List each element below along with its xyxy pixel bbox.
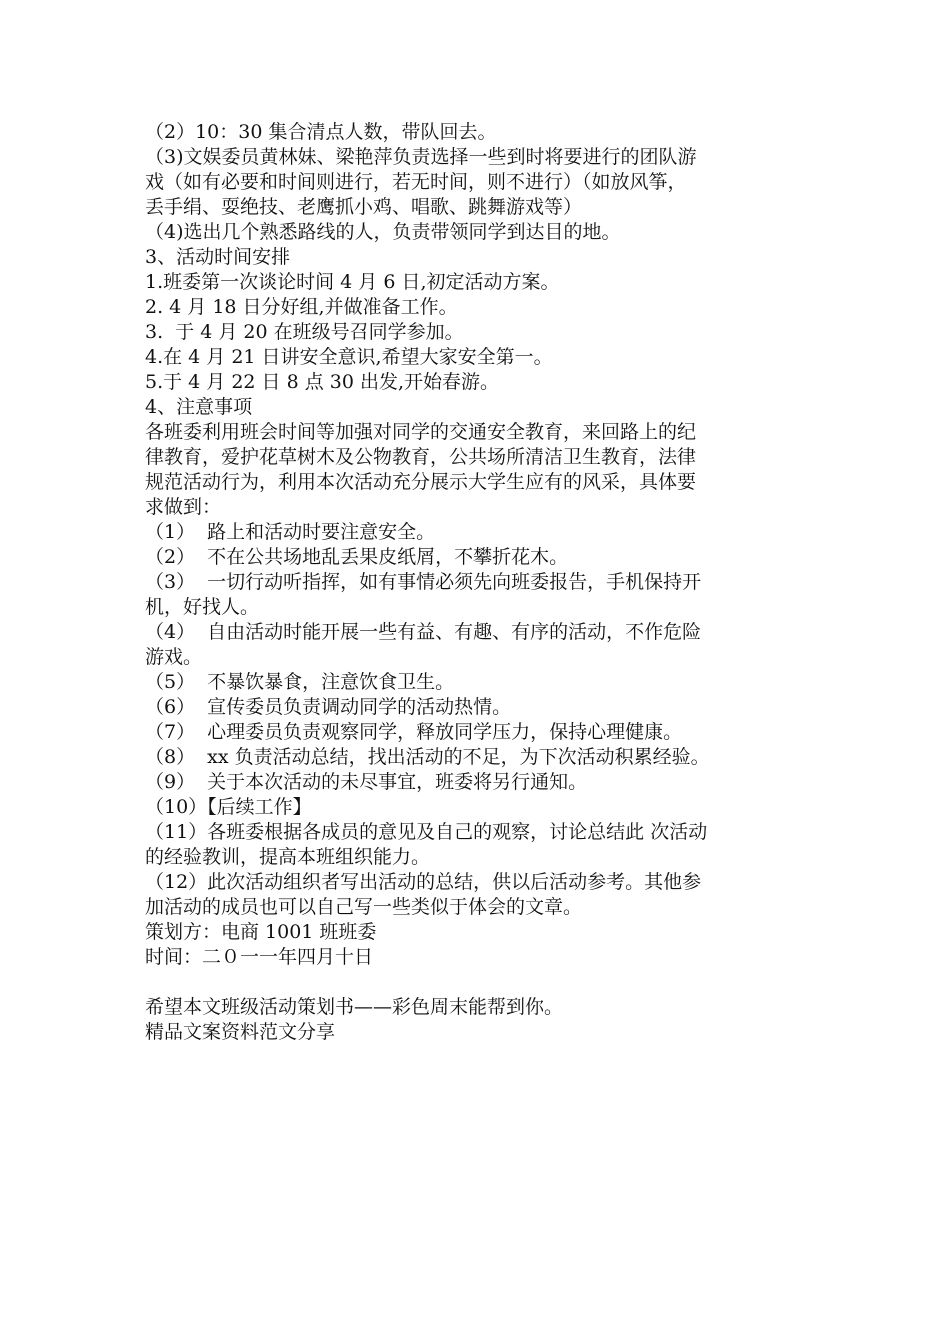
text-line: （12）此次活动组织者写出活动的总结，供以后活动参考。其他参: [145, 871, 702, 893]
text-line: （2）10：30 集合清点人数，带队回去。: [145, 121, 497, 143]
text-line: （3） 一切行动听指挥，如有事情必须先向班委报告，手机保持开: [145, 571, 702, 593]
footer-line: 希望本文班级活动策划书——彩色周末能帮到你。: [145, 996, 564, 1018]
text-line: 1.班委第一次谈论时间 4 月 6 日,初定活动方案。: [145, 271, 560, 293]
text-line: 4.在 4 月 21 日讲安全意识,希望大家安全第一。: [145, 346, 553, 368]
text-line: 律教育，爱护花草树木及公物教育，公共场所清洁卫生教育，法律: [145, 446, 697, 468]
text-line: （8） xx 负责活动总结，找出活动的不足，为下次活动积累经验。: [145, 746, 710, 768]
text-line: 2. 4 月 18 日分好组,并做准备工作。: [145, 296, 458, 318]
text-line: （4)选出几个熟悉路线的人，负责带领同学到达目的地。: [145, 221, 621, 243]
text-line: （9） 关于本次活动的未尽事宜，班委将另行通知。: [145, 771, 588, 793]
document-page: [145, 120, 815, 1045]
document-footer: [145, 995, 815, 1045]
text-line: 加活动的成员也可以自己写一些类似于体会的文章。: [145, 896, 583, 918]
text-line: （7） 心理委员负责观察同学，释放同学压力，保持心理健康。: [145, 721, 683, 743]
text-line: 5.于 4 月 22 日 8 点 30 出发,开始春游。: [145, 371, 500, 393]
blank-line: [145, 970, 815, 995]
section-heading: 4、注意事项: [145, 396, 253, 418]
text-line: 游戏。: [145, 646, 203, 668]
text-line: （11）各班委根据各成员的意见及自己的观察，讨论总结此 次活动: [145, 821, 708, 843]
text-line: （10）【后续工作】: [145, 796, 312, 818]
text-line: （6） 宣传委员负责调动同学的活动热情。: [145, 696, 512, 718]
text-line: 的经验教训，提高本班组织能力。: [145, 846, 431, 868]
planner-line: 策划方：电商 1001 班班委: [145, 921, 377, 943]
text-line: （3)文娱委员黄林妹、梁艳萍负责选择一些到时将要进行的团队游: [145, 146, 697, 168]
text-line: 各班委利用班会时间等加强对同学的交通安全教育，来回路上的纪: [145, 421, 697, 443]
text-line: 丢手绢、耍绝技、老鹰抓小鸡、唱歌、跳舞游戏等）: [145, 196, 583, 218]
document-body: [145, 120, 815, 970]
text-line: 戏（如有必要和时间则进行，若无时间，则不进行）（如放风筝，: [145, 171, 687, 193]
section-heading: 3、活动时间安排: [145, 246, 291, 268]
text-line: （1） 路上和活动时要注意安全。: [145, 521, 436, 543]
text-line: （5） 不暴饮暴食，注意饮食卫生。: [145, 671, 455, 693]
text-line: 求做到：: [145, 496, 222, 518]
date-line: 时间：二０一一年四月十日: [145, 946, 374, 968]
footer-line: 精品文案资料范文分享: [145, 1021, 336, 1043]
text-line: 规范活动行为，利用本次活动充分展示大学生应有的风采，具体要: [145, 471, 697, 493]
text-line: （4） 自由活动时能开展一些有益、有趣、有序的活动，不作危险: [145, 621, 702, 643]
text-line: 3. 于 4 月 20 在班级号召同学参加。: [145, 321, 464, 343]
text-line: （2） 不在公共场地乱丢果皮纸屑，不攀折花木。: [145, 546, 569, 568]
text-line: 机，好找人。: [145, 596, 260, 618]
